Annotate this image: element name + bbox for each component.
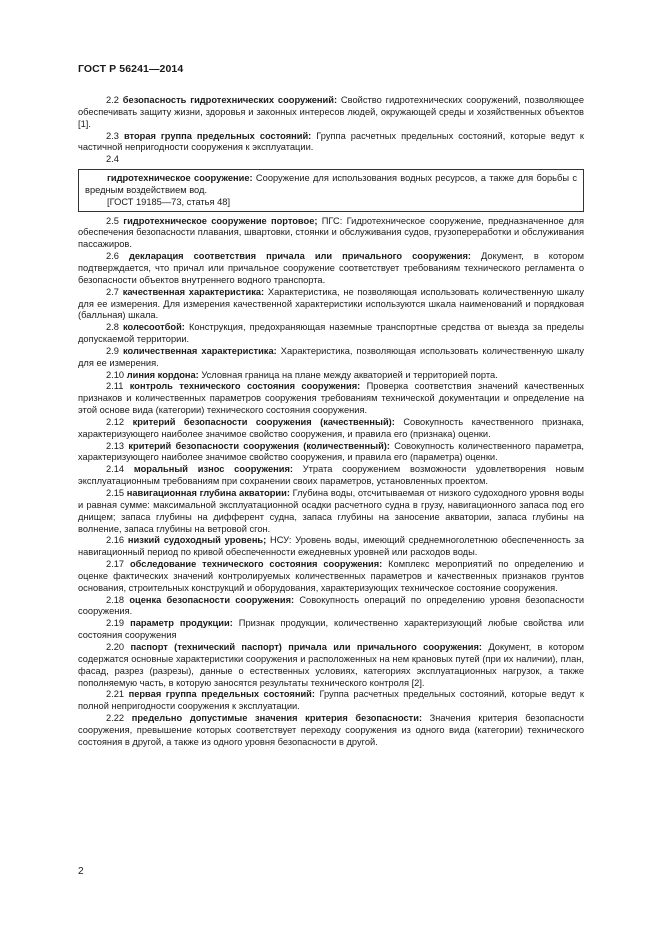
definition-number: 2.16 — [106, 535, 125, 546]
definition-paragraph — [78, 713, 584, 749]
definition-term: параметр продукции: — [130, 618, 233, 629]
boxed-definition-term: гидротехническое сооружение: — [107, 173, 253, 184]
boxed-definition-reference: [ГОСТ 19185—73, статья 48] — [107, 196, 231, 207]
definition-text: Документ, в котором содержатся основные характеристики сооружения и расположенных на нем крановых путей (при их наличии), план, фасад, разрез (разрезы), данные о естественных условиях, категориях эксплуатационных нагрузок, а также пополняемую часть, в которую заносятся результаты технического контроля [2]. — [78, 641, 584, 688]
definition-paragraph — [78, 488, 584, 535]
definition-term: контроль технического состояния сооружения: — [129, 381, 361, 392]
definition-term: количественная характеристика: — [123, 345, 277, 356]
definition-number: 2.20 — [106, 641, 125, 652]
definition-number: 2.5 — [106, 215, 119, 226]
document-body — [78, 95, 584, 749]
definition-term: безопасность гидротехнических сооружений: — [122, 95, 338, 105]
definition-term: критерий безопасности сооружения (количественный): — [128, 440, 390, 451]
document-header: ГОСТ Р 56241—2014 — [78, 63, 184, 75]
definition-number: 2.12 — [106, 416, 125, 427]
definition-term: предельно допустимые значения критерия безопасности: — [131, 713, 423, 724]
definition-number: 2.18 — [106, 594, 125, 605]
definition-paragraph — [78, 642, 584, 689]
definition-text: Глубина воды, отсчитываемая от низкого судоходного уровня воды и равная сумме: максимальной эксплуатационной осадки расчетного судна в грузу, навигационного запаса под его днищем; запаса глубины на дифферент судна, запаса глубины на заносение акватории, запаса глубины на волнение, запаса глубины на ветровой сгон. — [78, 488, 584, 534]
definition-text: Признак продукции, количественно характеризующий любые свойства или состояния сооружения — [78, 618, 584, 641]
definition-text: ПГС: Гидротехническое сооружение, предназначенное для обеспечения безопасности плавания, швартовки, стоянки и обслуживания судов, грузопереработки и обслуживания пассажиров. — [78, 215, 584, 250]
definition-text: Условная граница на плане между акваторией и территорией порта. — [198, 369, 498, 380]
definition-term: оценка безопасности сооружения: — [129, 594, 295, 605]
definition-paragraph — [78, 95, 584, 131]
page-number: 2 — [78, 866, 84, 877]
definition-paragraph — [78, 559, 584, 595]
definition-text: Совокупность количественного параметра, характеризующего наиболее значимое свойство сооружения, и правила его (параметра) оценки. — [78, 440, 584, 463]
definition-number: 2.22 — [106, 713, 125, 724]
definition-paragraph — [78, 595, 584, 619]
item-2-4-number: 2.4 — [106, 154, 119, 165]
definition-number: 2.9 — [106, 345, 119, 356]
definition-text: Проверка соответствия значений качественных признаков и количественных параметров сооружения требованиям технической документации и определение на этой основе вида (категории) технического состояния сооружения. — [78, 381, 585, 416]
definition-number: 2.10 — [106, 369, 125, 380]
definition-number: 2.7 — [106, 286, 119, 297]
boxed-definition — [78, 169, 584, 212]
definition-text: Совокупность операций по определению уровня безопасности сооружения. — [78, 594, 585, 617]
definition-term: качественная характеристика: — [122, 286, 265, 297]
definition-term: первая группа предельных состояний: — [128, 689, 315, 700]
definition-number: 2.13 — [106, 440, 125, 451]
definition-text: НСУ: Уровень воды, имеющий среднемноголетнюю обеспеченность за навигационный период по кривой обеспеченности ежедневных уровней или расходов воды. — [78, 535, 584, 558]
definition-number: 2.8 — [106, 322, 119, 333]
definition-term: декларация соответствия причала или причального сооружения: — [128, 251, 471, 262]
definition-number: 2.3 — [106, 130, 119, 141]
definition-paragraph — [78, 464, 584, 488]
definition-number: 2.19 — [106, 618, 125, 629]
definition-term: линия кордона: — [126, 369, 199, 380]
definition-number: 2.14 — [106, 464, 125, 475]
definition-paragraph — [78, 251, 584, 287]
definition-paragraph — [78, 618, 584, 642]
definition-paragraph — [78, 441, 584, 465]
boxed-definition-body: Сооружение для использования водных ресурсов, а также для борьбы с вредным воздействием вод. — [85, 173, 577, 195]
paragraphs-after-box — [78, 216, 584, 749]
definition-text: Совокупность качественного признака, характеризующего наиболее значимое свойство сооружения, и правила его (признака) оценки. — [78, 416, 584, 439]
definition-text: Конструкция, предохраняющая наземные транспортные средства от выезда за пределы допускаемой территории. — [78, 322, 584, 345]
definition-paragraph — [78, 322, 584, 346]
definition-term: вторая группа предельных состояний: — [123, 130, 312, 141]
definition-paragraph — [78, 216, 584, 252]
definition-number: 2.15 — [106, 488, 125, 498]
definition-number: 2.2 — [106, 95, 119, 105]
paragraphs-before-box — [78, 95, 584, 154]
definition-term: гидротехническое сооружение портовое; — [123, 215, 318, 226]
definition-text: Свойство гидротехнических сооружений, позволяющее обеспечивать защиту жизни, здоровья и законных интересов людей, окружающей среды и хозяйственных объектов [1]. — [78, 95, 584, 129]
definition-paragraph — [78, 689, 584, 713]
definition-number: 2.6 — [106, 251, 119, 262]
definition-paragraph — [78, 287, 584, 323]
definition-text: Характеристика, не позволяющая использовать количественную шкалу для ее измерения. Для измерения качественной характеристики используются шкала наименований и порядковая (балльная) шкала. — [78, 286, 584, 321]
definition-paragraph — [78, 381, 584, 417]
definition-text: Характеристика, позволяющая использовать количественную шкалу для ее измерения. — [78, 345, 585, 368]
definition-term: навигационная глубина акватории: — [126, 488, 290, 498]
definition-text: Значения критерия безопасности сооружения, превышение которых соответствует переходу сооружения из одного вида (категории) технического состояния в другой, а также из одного уровня безопасности в другой. — [78, 713, 584, 747]
definition-paragraph — [78, 417, 584, 441]
definition-text: Комплекс мероприятий по определению и оценке фактических значений контролируемых количественных параметров и качественных признаков грунтов основания, строительных конструкций и оборудования, характеризующих техническое состояние сооружения. — [78, 559, 584, 593]
definition-paragraph — [78, 131, 584, 155]
definition-number: 2.17 — [106, 559, 125, 570]
definition-paragraph — [78, 535, 584, 559]
definition-text: Документ, в котором подтверждается, что причал или причальное сооружение соответствует требованиям технического регламента о безопасности объектов внутреннего водного транспорта. — [78, 251, 584, 285]
boxed-definition-text — [85, 173, 577, 197]
definition-paragraph — [78, 370, 584, 382]
definition-term: моральный износ сооружения: — [133, 464, 294, 475]
definition-text: Утрата сооружением возможности удовлетворения новым эксплуатационным требованиям при сохранении своих параметров, установленных проектом. — [78, 464, 584, 487]
definition-paragraph — [78, 346, 584, 370]
definition-term: паспорт (технический паспорт) причала или причального сооружения: — [130, 641, 483, 652]
definition-number: 2.21 — [106, 689, 125, 700]
definition-text: Группа расчетных предельных состояний, которые ведут к полной непригодности сооружения к эксплуатации. — [78, 689, 584, 712]
definition-text: Группа расчетных предельных состояний, которые ведут к частичной непригодности сооружения к эксплуатации. — [78, 130, 584, 153]
definition-term: колесоотбой: — [123, 322, 185, 333]
definition-term: критерий безопасности сооружения (качественный): — [132, 416, 395, 427]
definition-term: низкий судоходный уровень; — [127, 535, 267, 546]
definition-number: 2.11 — [106, 381, 124, 392]
definition-term: обследование технического состояния сооружения: — [130, 559, 383, 570]
